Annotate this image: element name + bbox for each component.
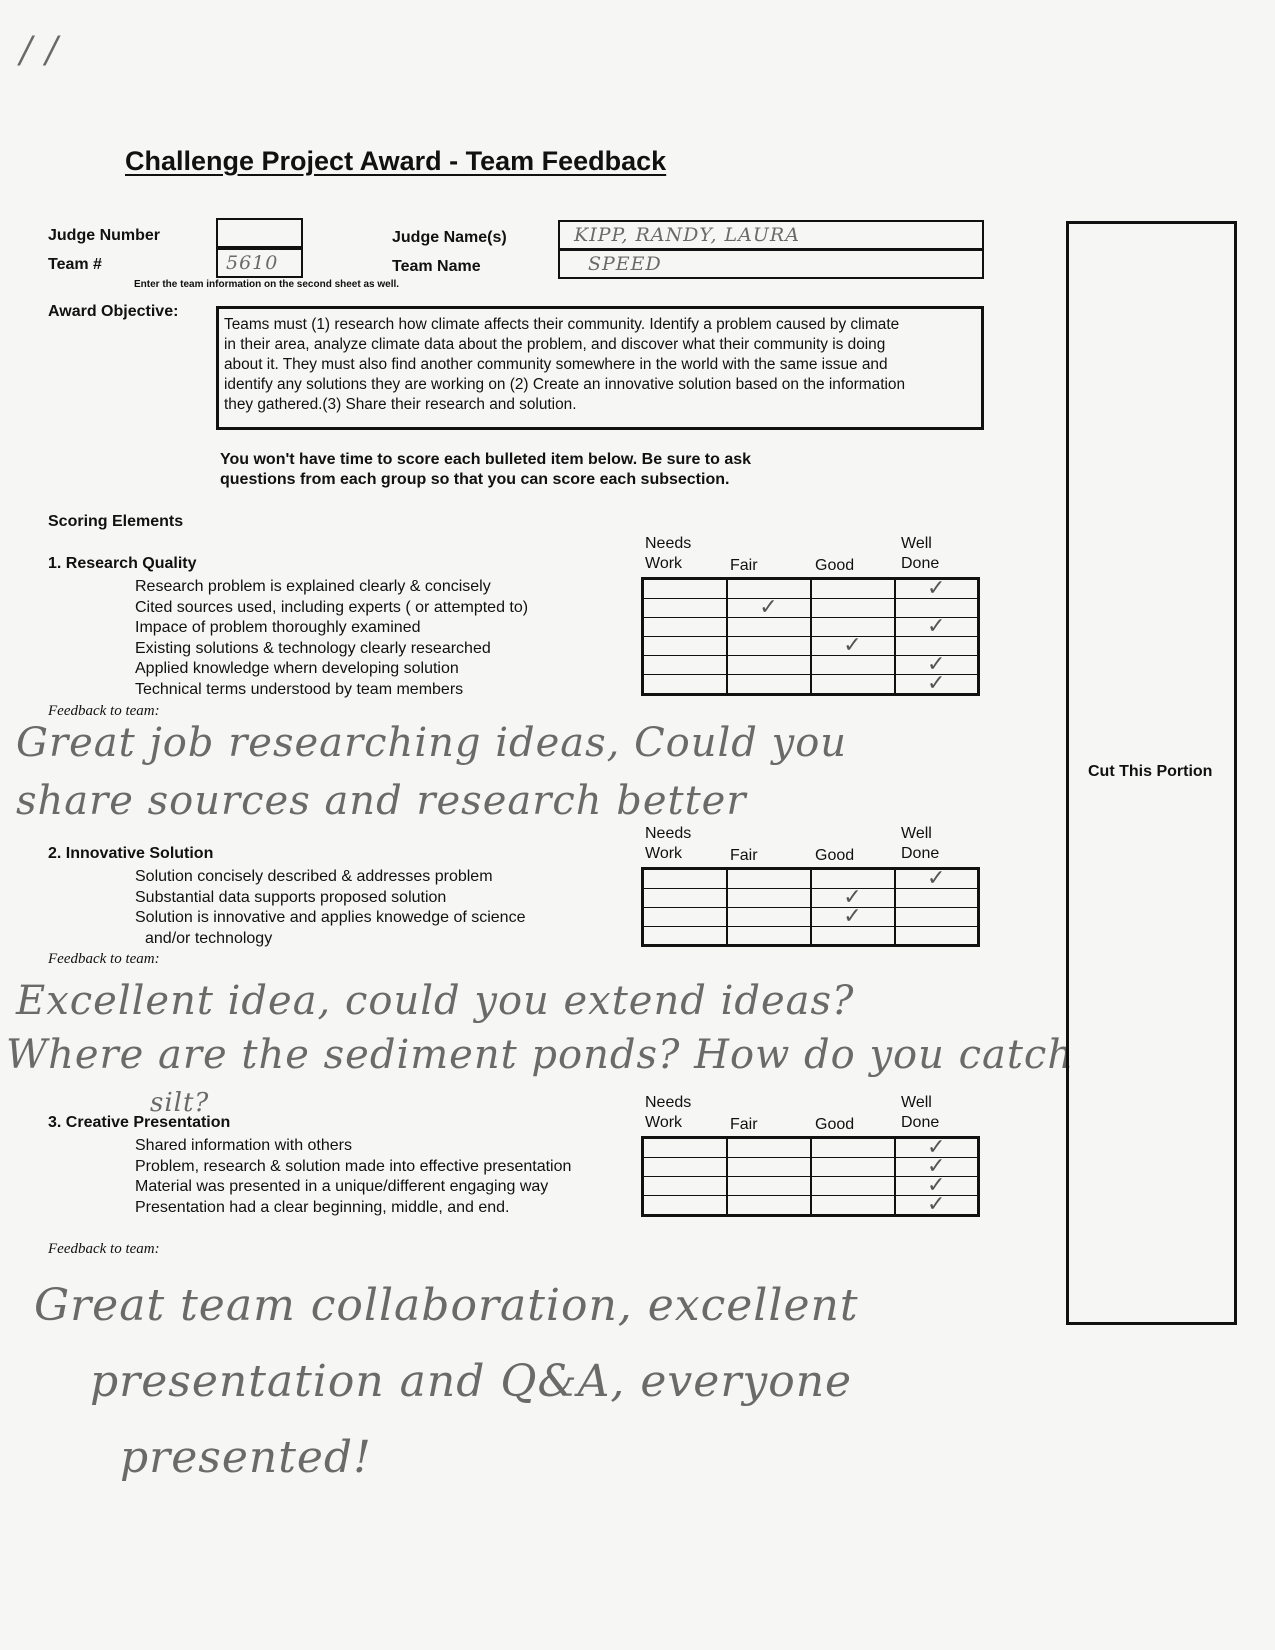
scoring-elements-label: Scoring Elements [48, 513, 184, 530]
rating-cell-fair[interactable] [727, 637, 811, 656]
rating-cell-fair[interactable] [727, 1138, 811, 1158]
rating-needs-work-header: Needs Work [645, 825, 692, 862]
rating-cell-needs-work[interactable] [643, 1158, 727, 1177]
rating-cell-good[interactable] [811, 599, 895, 618]
award-objective-label: Award Objective: [48, 303, 179, 320]
rating-cell-fair[interactable] [727, 869, 811, 889]
check-mark-icon: ✓ [927, 1192, 946, 1217]
rating-cell-good[interactable] [811, 1158, 895, 1177]
rating-cell-fair[interactable] [727, 927, 811, 946]
rating-cell-needs-work[interactable] [643, 637, 727, 656]
rating-row [643, 618, 979, 637]
team-number-label: Team # [48, 256, 102, 273]
rating-row [643, 869, 979, 889]
rating-row [643, 927, 979, 946]
rating-cell-needs-work[interactable] [643, 656, 727, 675]
check-mark-icon: ✓ [843, 904, 862, 929]
feedback-handwriting: silt? [150, 1088, 210, 1118]
feedback-handwriting: Excellent idea, could you extend ideas? [16, 978, 855, 1024]
rating-cell-fair[interactable] [727, 656, 811, 675]
check-mark-icon: ✓ [927, 1173, 946, 1198]
rating-cell-good[interactable] [811, 675, 895, 695]
rating-cell-needs-work[interactable] [643, 579, 727, 599]
judge-number-label: Judge Number [48, 227, 161, 244]
check-mark-icon: ✓ [927, 671, 946, 696]
rating-cell-fair[interactable] [727, 1158, 811, 1177]
check-mark-icon: ✓ [843, 885, 862, 910]
rating-good-header: Good [815, 1116, 855, 1133]
judge-names-value: KIPP, RANDY, LAURA [574, 224, 800, 246]
criterion-item: Applied knowledge whern developing solution [135, 660, 459, 677]
page-title: Challenge Project Award - Team Feedback [125, 146, 667, 176]
rating-cell-good[interactable] [811, 904, 895, 929]
objective-line: in their area, analyze climate data about the problem, and discover what their community is doing [224, 336, 886, 353]
rating-cell-needs-work[interactable] [643, 1177, 727, 1196]
criterion-item: Research problem is explained clearly & concisely [135, 578, 491, 595]
criterion-item: Shared information with others [135, 1137, 352, 1154]
rating-cell-good[interactable] [811, 927, 895, 946]
judge-names-label: Judge Name(s) [392, 229, 507, 246]
check-mark-icon: ✓ [927, 614, 946, 639]
rating-needs-work-header: Needs Work [645, 1094, 692, 1131]
feedback-label: Feedback to team: [48, 951, 160, 967]
feedback-handwriting: presentation and Q&A, everyone [90, 1356, 853, 1407]
corner-check-marks: / / [20, 30, 59, 71]
rating-row [643, 889, 979, 908]
check-mark-icon: ✓ [927, 1154, 946, 1179]
rating-cell-fair[interactable] [727, 1177, 811, 1196]
rating-cell-needs-work[interactable] [643, 889, 727, 908]
rating-cell-needs-work[interactable] [643, 927, 727, 946]
rating-cell-good[interactable] [811, 1138, 895, 1158]
section-innovative-solution-items [135, 867, 525, 949]
check-mark-icon: ✓ [843, 633, 862, 658]
rating-fair-header: Fair [730, 1116, 758, 1133]
criterion-item: Material was presented in a unique/different engaging way [135, 1178, 549, 1195]
rating-cell-fair[interactable] [727, 908, 811, 927]
criterion-item: Presentation had a clear beginning, middle, and end. [135, 1198, 510, 1216]
criterion-item: Solution is innovative and applies knowedge of science [135, 909, 526, 926]
feedback-label: Feedback to team: [48, 1241, 160, 1257]
check-mark-icon: ✓ [927, 652, 946, 677]
rating-cell-needs-work[interactable] [643, 618, 727, 637]
section-creative-presentation-items [135, 1136, 571, 1218]
rating-well-done-header: Well Done [901, 825, 940, 862]
feedback-handwriting: Great team collaboration, excellent [34, 1280, 859, 1331]
rating-cell-well-done[interactable] [895, 576, 979, 601]
rating-cell-good[interactable] [811, 633, 895, 658]
rating-row [643, 908, 979, 927]
instruction-line: questions from each group so that you can score each subsection. [220, 471, 730, 488]
rating-good-header: Good [815, 847, 855, 864]
section-innovative-solution-title: 2. Innovative Solution [48, 845, 214, 862]
rating-cell-fair[interactable] [727, 675, 811, 695]
judge-number-field[interactable] [216, 218, 303, 248]
rating-cell-needs-work[interactable] [643, 675, 727, 695]
rating-cell-needs-work[interactable] [643, 869, 727, 889]
team-name-field[interactable] [558, 249, 984, 279]
team-number-value: 5610 [226, 252, 279, 274]
rating-cell-well-done[interactable] [895, 614, 979, 639]
rating-fair-header: Fair [730, 847, 758, 864]
rating-cell-well-done[interactable] [895, 671, 979, 696]
criterion-item: Substantial data supports proposed solution [135, 888, 447, 906]
rating-cell-well-done[interactable] [895, 908, 979, 927]
section-research-quality-items [135, 577, 528, 700]
rating-good-header: Good [815, 557, 855, 574]
rating-cell-good[interactable] [811, 1196, 895, 1216]
team-name-label: Team Name [392, 258, 481, 275]
criterion-item: and/or technology [145, 929, 273, 947]
rating-grid-research-quality [641, 577, 980, 696]
rating-cell-needs-work[interactable] [643, 908, 727, 927]
rating-cell-well-done[interactable] [895, 927, 979, 946]
criterion-item: Impace of problem thoroughly examined [135, 619, 421, 636]
objective-line: they gathered.(3) Share their research and solution. [224, 396, 577, 413]
judge-names-field[interactable] [558, 220, 984, 250]
rating-row [643, 1196, 979, 1216]
rating-fair-header: Fair [730, 557, 758, 574]
rating-cell-fair[interactable] [727, 618, 811, 637]
objective-line: identify any solutions they are working on (2) Create an innovative solution based on the information [224, 376, 906, 393]
check-mark-icon: ✓ [927, 576, 946, 601]
rating-cell-fair[interactable] [727, 889, 811, 908]
rating-cell-good[interactable] [811, 579, 895, 599]
rating-cell-needs-work[interactable] [643, 1196, 727, 1216]
objective-line: Teams must (1) research how climate affects their community. Identify a problem caused by climate [224, 316, 900, 333]
rating-well-done-header: Well Done [901, 1094, 940, 1131]
rating-cell-good[interactable] [811, 1177, 895, 1196]
criterion-item: Technical terms understood by team members [135, 680, 464, 698]
feedback-handwriting: share sources and research better [16, 778, 747, 824]
check-mark-icon: ✓ [759, 595, 778, 620]
criterion-item: Existing solutions & technology clearly researched [135, 639, 491, 657]
feedback-handwriting: presented! [120, 1432, 372, 1483]
criterion-item: Solution concisely described & addresses problem [135, 868, 493, 885]
rating-cell-needs-work[interactable] [643, 599, 727, 618]
feedback-handwriting: Where are the sediment ponds? How do you catch [6, 1032, 1075, 1078]
rating-well-done-header: Well Done [901, 535, 940, 572]
rating-needs-work-header: Needs Work [645, 535, 692, 572]
check-mark-icon: ✓ [927, 866, 946, 891]
criterion-item: Cited sources used, including experts ( or attempted to) [135, 598, 529, 616]
instructions [220, 450, 751, 490]
instruction-line: You won't have time to score each bulleted item below. Be sure to ask [220, 451, 752, 468]
rating-grid-innovative-solution [641, 867, 980, 947]
team-number-field[interactable] [216, 248, 303, 278]
rating-cell-fair[interactable] [727, 595, 811, 620]
rating-cell-good[interactable] [811, 656, 895, 675]
objective-line: about it. They must also find another community somewhere in the world with the same issue and [224, 356, 888, 373]
check-mark-icon: ✓ [927, 1135, 946, 1160]
cut-portion-label: Cut This Portion [1088, 763, 1213, 780]
criterion-item: Problem, research & solution made into effective presentation [135, 1157, 572, 1175]
team-name-value: SPEED [588, 253, 662, 275]
rating-grid-creative-presentation [641, 1136, 980, 1217]
section-creative-presentation-title: 3. Creative Presentation [48, 1114, 231, 1131]
rating-cell-well-done[interactable] [895, 866, 979, 891]
team-info-note: Enter the team information on the second sheet as well. [134, 279, 400, 290]
award-objective-text [216, 306, 984, 430]
feedback-label: Feedback to team: [48, 703, 160, 719]
rating-cell-fair[interactable] [727, 1196, 811, 1216]
rating-row [643, 675, 979, 695]
rating-row [643, 579, 979, 599]
rating-cell-well-done[interactable] [895, 889, 979, 908]
section-research-quality-title: 1. Research Quality [48, 555, 197, 572]
rating-cell-needs-work[interactable] [643, 1138, 727, 1158]
rating-cell-well-done[interactable] [895, 1192, 979, 1217]
feedback-handwriting: Great job researching ideas, Could you [16, 720, 848, 766]
